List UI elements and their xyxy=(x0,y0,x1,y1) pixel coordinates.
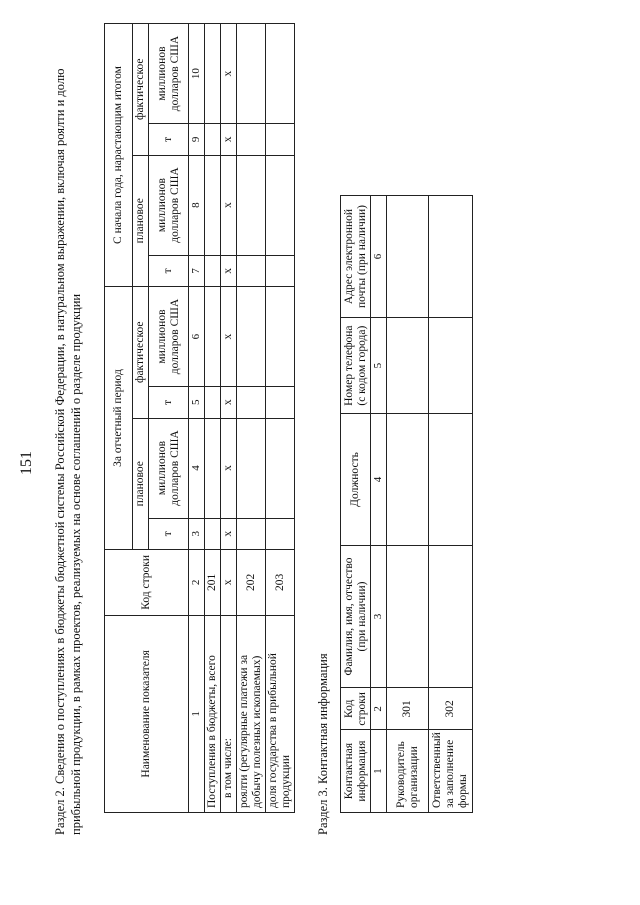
cell[interactable] xyxy=(237,24,266,124)
cell: х xyxy=(221,255,237,286)
cell[interactable] xyxy=(266,124,295,155)
section3-table xyxy=(340,195,473,813)
col-number: 4 xyxy=(189,418,205,518)
col-number: 1 xyxy=(189,615,205,812)
cell[interactable] xyxy=(266,287,295,387)
unit-t: т xyxy=(149,255,189,286)
page-number: 151 xyxy=(18,451,35,475)
row-code: 202 xyxy=(237,550,266,616)
cell: х xyxy=(221,387,237,418)
table-row xyxy=(221,24,237,813)
cell[interactable] xyxy=(237,418,266,518)
cell[interactable] xyxy=(205,387,221,418)
cell[interactable] xyxy=(266,255,295,286)
col-number: 2 xyxy=(371,688,387,730)
header-phone: Номер телефона (с кодом города) xyxy=(341,318,371,414)
row-code: 301 xyxy=(387,688,429,730)
header-ytd: С начала года, нарастающим итогом xyxy=(105,24,133,287)
unit-t: т xyxy=(149,124,189,155)
row-code: х xyxy=(221,550,237,616)
unit-musd: миллионов долларов США xyxy=(149,287,189,387)
header-position: Должность xyxy=(341,414,371,545)
cell[interactable] xyxy=(205,155,221,255)
row-code: 302 xyxy=(429,688,473,730)
header-code: Код строки xyxy=(341,688,371,730)
cell: х xyxy=(221,418,237,518)
header-code: Код строки xyxy=(105,550,189,616)
row-label: Поступления в бюджеты, всего xyxy=(205,615,221,812)
cell: х xyxy=(221,24,237,124)
col-number: 10 xyxy=(189,24,205,124)
row-label: роялти (регулярные платежи за добычу полезных ископаемых) xyxy=(237,615,266,812)
fullname-cell[interactable] xyxy=(429,545,473,688)
unit-musd: миллионов долларов США xyxy=(149,24,189,124)
phone-cell[interactable] xyxy=(387,318,429,414)
row-label: Ответственный за заполнение формы xyxy=(429,730,473,813)
unit-t: т xyxy=(149,387,189,418)
cell[interactable] xyxy=(266,518,295,549)
cell[interactable] xyxy=(205,287,221,387)
email-cell[interactable] xyxy=(429,196,473,318)
table-row xyxy=(205,24,221,813)
col-number: 1 xyxy=(371,730,387,813)
header-ytd-plan: плановое xyxy=(133,155,149,286)
header-indicator: Наименование показателя xyxy=(105,615,189,812)
row-label: доля государства в прибыльной продукции xyxy=(266,615,295,812)
unit-musd: миллионов долларов США xyxy=(149,155,189,255)
cell[interactable] xyxy=(237,155,266,255)
unit-musd: миллионов долларов США xyxy=(149,418,189,518)
table-row xyxy=(237,24,266,813)
phone-cell[interactable] xyxy=(429,318,473,414)
row-label: в том числе: xyxy=(221,615,237,812)
cell[interactable] xyxy=(205,518,221,549)
row-label: Руководитель организации xyxy=(387,730,429,813)
cell[interactable] xyxy=(237,287,266,387)
col-number: 4 xyxy=(371,414,387,545)
cell[interactable] xyxy=(237,255,266,286)
col-number: 7 xyxy=(189,255,205,286)
col-number: 5 xyxy=(371,318,387,414)
header-period: За отчетный период xyxy=(105,287,133,550)
row-code: 203 xyxy=(266,550,295,616)
cell[interactable] xyxy=(205,255,221,286)
cell: х xyxy=(221,124,237,155)
fullname-cell[interactable] xyxy=(387,545,429,688)
header-contact: Контактная информация xyxy=(341,730,371,813)
table-row xyxy=(266,24,295,813)
table-row xyxy=(429,196,473,813)
cell[interactable] xyxy=(205,24,221,124)
cell[interactable] xyxy=(237,124,266,155)
col-number: 8 xyxy=(189,155,205,255)
cell[interactable] xyxy=(266,418,295,518)
col-number: 3 xyxy=(189,518,205,549)
col-number: 6 xyxy=(371,196,387,318)
section2-table xyxy=(104,23,295,813)
header-period-fact: фактическое xyxy=(133,287,149,418)
header-ytd-fact: фактическое xyxy=(133,24,149,156)
cell: х xyxy=(221,287,237,387)
section2-title: Раздел 2. Сведения о поступлениях в бюджеты бюджетной системы Российской Федерации, в натуральном выражении, включая роялти и долю прибыльной продукции, в рамках проектов, реализуемых на основе соглашений о разделе продукции xyxy=(53,68,83,835)
col-number: 5 xyxy=(189,387,205,418)
cell: х xyxy=(221,518,237,549)
header-period-plan: плановое xyxy=(133,418,149,549)
cell[interactable] xyxy=(205,124,221,155)
row-code: 201 xyxy=(205,550,221,616)
col-number: 6 xyxy=(189,287,205,387)
col-number: 2 xyxy=(189,550,205,616)
col-number: 9 xyxy=(189,124,205,155)
section3-title: Раздел 3. Контактная информация xyxy=(316,653,330,835)
cell[interactable] xyxy=(237,518,266,549)
position-cell[interactable] xyxy=(429,414,473,545)
col-number: 3 xyxy=(371,545,387,688)
position-cell[interactable] xyxy=(387,414,429,545)
cell[interactable] xyxy=(266,24,295,124)
cell[interactable] xyxy=(266,155,295,255)
table-row xyxy=(387,196,429,813)
cell: х xyxy=(221,155,237,255)
email-cell[interactable] xyxy=(387,196,429,318)
cell[interactable] xyxy=(266,387,295,418)
unit-t: т xyxy=(149,518,189,549)
cell[interactable] xyxy=(205,418,221,518)
cell[interactable] xyxy=(237,387,266,418)
header-email: Адрес электронной почты (при наличии) xyxy=(341,196,371,318)
header-fullname: Фамилия, имя, отчество (при наличии) xyxy=(341,545,371,688)
